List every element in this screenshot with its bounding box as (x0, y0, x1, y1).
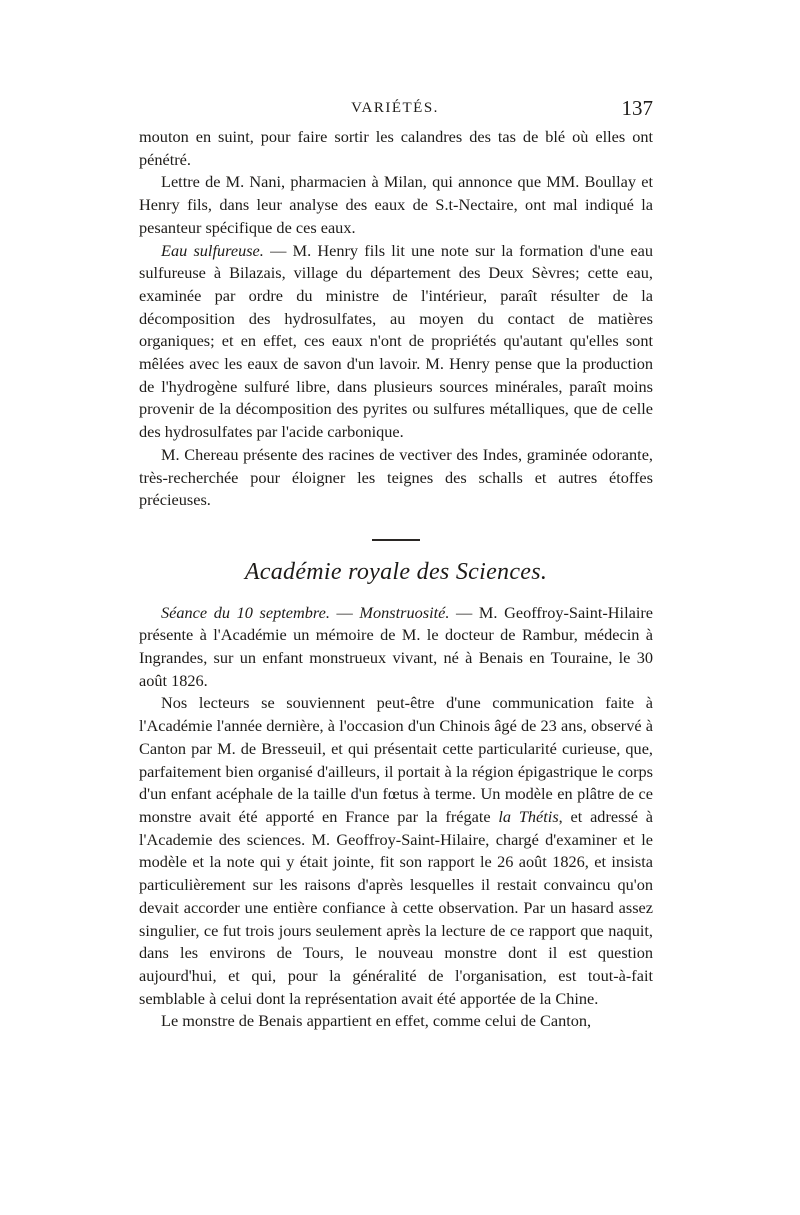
paragraph-continued: mouton en suint, pour faire sortir les calandres des tas de blé où elles ont pénétré. (139, 127, 653, 169)
paragraph-eau-sulfureuse (139, 240, 653, 444)
running-title: VARIÉTÉS. (351, 100, 439, 116)
paragraph-benais: Le monstre de Benais appartient en effet, comme celui de Canton, (161, 1011, 592, 1031)
paragraph-heading: Eau sulfureuse. (161, 240, 264, 260)
body-text (139, 126, 653, 1033)
running-header (137, 96, 653, 124)
section-title: Académie royale des Sciences. (244, 558, 548, 585)
paragraph-chereau: M. Chereau présente des racines de vectiver des Indes, graminée odorante, très-recherchée pour éloigner les teignes des schalls et autres étoffes précieuses. (139, 444, 653, 510)
paragraph-chinois (139, 692, 653, 1010)
section-divider (372, 539, 420, 541)
paragraph-text: — M. Geoffroy-Saint-Hilaire présente à l'Académie un mémoire de M. le docteur de Rambur, médecin à Ingrandes, sur un enfant monstrueux vivant, né à Benais en Touraine, le 30 août 1826. (139, 602, 653, 690)
ship-name: la Thétis (498, 806, 559, 826)
page-number: 137 (621, 96, 653, 120)
seance-date: Séance du 10 septembre. (161, 602, 330, 622)
paragraph-seance (139, 602, 653, 693)
paragraph-nani-letter: Lettre de M. Nani, pharmacien à Milan, qui annonce que MM. Boullay et Henry fils, dans leur analyse des eaux de S.t-Nectaire, ont mal indiqué la pesanteur spécifique de ces eaux. (139, 172, 653, 237)
dash: — (329, 602, 360, 622)
seance-topic: Monstruosité. (359, 602, 450, 622)
paragraph-text: , et adressé à l'Academie des sciences. M. Geoffroy-Saint-Hilaire, chargé d'examiner et le modèle et la note qui y était jointe, fit son rapport le 26 août 1826, et insista particulièrement sur les raisons d'après lesquelles il restait convaincu qu'on devait accorder une entière confiance à cette observation. Par un hasard assez singulier, ce fut trois jours seulement après la lecture de ce rapport que naquit, dans les environs de Tours, le nouveau monstre dont il est question aujourd'hui, et qui, pour la généralité de l'organisation, est tout-à-fait semblable à celui dont la représentation avait été apportée de la Chine. (139, 806, 654, 1008)
paragraph-text: Nos lecteurs se souviennent peut-être d'une communication faite à l'Académie l'année dernière, à l'occasion d'un Chinois âgé de 23 ans, observé à Canton par M. de Bresseuil, et qui présentait cette particularité curieuse, que, parfaitement bien organisé d'ailleurs, il portait à la région épigastrique le corps d'un enfant acéphale de la taille d'un fœtus à terme. Un modèle en plâtre de ce monstre avait été apporté en France par la frégate (139, 693, 653, 826)
paragraph-text: — M. Henry fils lit une note sur la formation d'une eau sulfureuse à Bilazais, village du département des Deux Sèvres; cette eau, examinée par ordre du ministre de l'intérieur, paraît résulter de la décomposition des hydrosulfates, au moyen du contact de matières organiques; et en effet, ces eaux n'ont de propriétés qu'autant qu'elles sont mêlées avec les eaux de savon d'un lavoir. M. Henry pense que la production de l'hydrogène sulfuré libre, dans plusieurs sources minérales, paraît moins provenir de la décomposition des pyrites ou sulfures métalliques, que de celle des hydrosulfates par l'acide carbonique. (139, 240, 653, 442)
